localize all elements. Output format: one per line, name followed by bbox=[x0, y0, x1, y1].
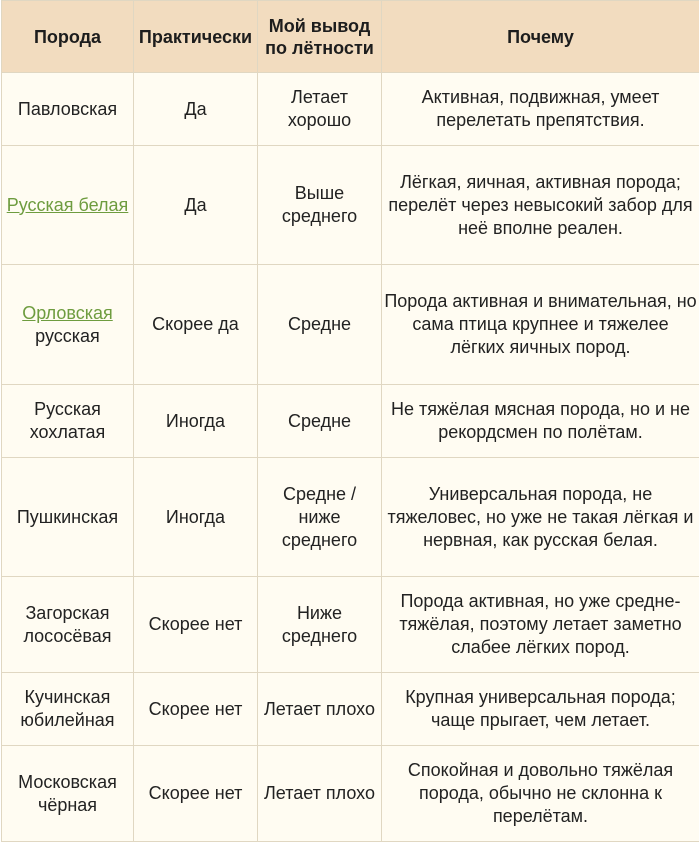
table-row bbox=[2, 73, 700, 146]
breed-cell bbox=[2, 73, 134, 146]
table-row bbox=[2, 265, 700, 385]
practically-cell: Иногда bbox=[134, 385, 258, 458]
table-header bbox=[2, 1, 700, 73]
header-breed: Порода bbox=[2, 1, 134, 73]
header-conclusion: Мой вывод по лётности bbox=[258, 1, 382, 73]
why-cell: Универсальная порода, не тяжеловес, но уже не такая лёгкая и нервная, как русская белая. bbox=[382, 458, 700, 577]
breed-cell bbox=[2, 385, 134, 458]
conclusion-cell: Летает плохо bbox=[258, 673, 382, 746]
table-row bbox=[2, 146, 700, 265]
conclusion-cell: Средне / ниже среднего bbox=[258, 458, 382, 577]
table-row bbox=[2, 746, 700, 842]
conclusion-cell: Летает плохо bbox=[258, 746, 382, 842]
conclusion-cell: Ниже среднего bbox=[258, 577, 382, 673]
breed-name: Кучинская юбилейная bbox=[20, 687, 115, 730]
header-row bbox=[2, 1, 700, 73]
breed-link-orlovskaya[interactable]: Орловская bbox=[22, 302, 113, 323]
breed-name: Московская чёрная bbox=[18, 771, 117, 815]
practically-cell: Скорее нет bbox=[134, 673, 258, 746]
breeds-flight-table bbox=[1, 0, 699, 842]
table-row bbox=[2, 385, 700, 458]
practically-cell: Иногда bbox=[134, 458, 258, 577]
table-body bbox=[2, 73, 700, 842]
breed-cell bbox=[2, 577, 134, 673]
why-cell: Крупная универсальная порода; чаще прыгает, чем летает. bbox=[382, 673, 700, 746]
why-cell: Лёгкая, яичная, активная порода; перелёт через невысокий забор для неё вполне реален. bbox=[382, 146, 700, 265]
why-cell: Порода активная, но уже средне-тяжёлая, поэтому летает заметно слабее лёгких пород. bbox=[382, 577, 700, 673]
breeds-table-wrapper bbox=[1, 0, 699, 842]
breed-cell bbox=[2, 146, 134, 265]
breed-cell bbox=[2, 673, 134, 746]
why-cell: Активная, подвижная, умеет перелетать препятствия. bbox=[382, 73, 700, 146]
header-why: Почему bbox=[382, 1, 700, 73]
breed-link-russian-white[interactable]: Русская белая bbox=[6, 194, 129, 215]
practically-cell: Скорее да bbox=[134, 265, 258, 385]
conclusion-cell: Средне bbox=[258, 265, 382, 385]
practically-cell: Скорее нет bbox=[134, 577, 258, 673]
breed-name: Пушкинская bbox=[16, 506, 119, 527]
breed-cell bbox=[2, 746, 134, 842]
header-practically: Практически bbox=[134, 1, 258, 73]
breed-cell bbox=[2, 265, 134, 385]
practically-cell: Да bbox=[134, 73, 258, 146]
breed-name-rest: русская bbox=[35, 325, 100, 346]
breed-cell bbox=[2, 458, 134, 577]
table-row bbox=[2, 673, 700, 746]
breed-name: Павловская bbox=[17, 98, 118, 119]
practically-cell: Да bbox=[134, 146, 258, 265]
conclusion-cell: Выше среднего bbox=[258, 146, 382, 265]
table-row bbox=[2, 458, 700, 577]
conclusion-cell: Средне bbox=[258, 385, 382, 458]
breed-name: Русская хохлатая bbox=[29, 399, 106, 442]
breed-name: Загорская лососёвая bbox=[23, 602, 112, 646]
table-row bbox=[2, 577, 700, 673]
why-cell: Спокойная и довольно тяжёлая порода, обычно не склонна к перелётам. bbox=[382, 746, 700, 842]
why-cell: Порода активная и внимательная, но сама птица крупнее и тяжелее лёгких яичных пород. bbox=[382, 265, 700, 385]
practically-cell: Скорее нет bbox=[134, 746, 258, 842]
why-cell: Не тяжёлая мясная порода, но и не рекордсмен по полётам. bbox=[382, 385, 700, 458]
conclusion-cell: Летает хорошо bbox=[258, 73, 382, 146]
